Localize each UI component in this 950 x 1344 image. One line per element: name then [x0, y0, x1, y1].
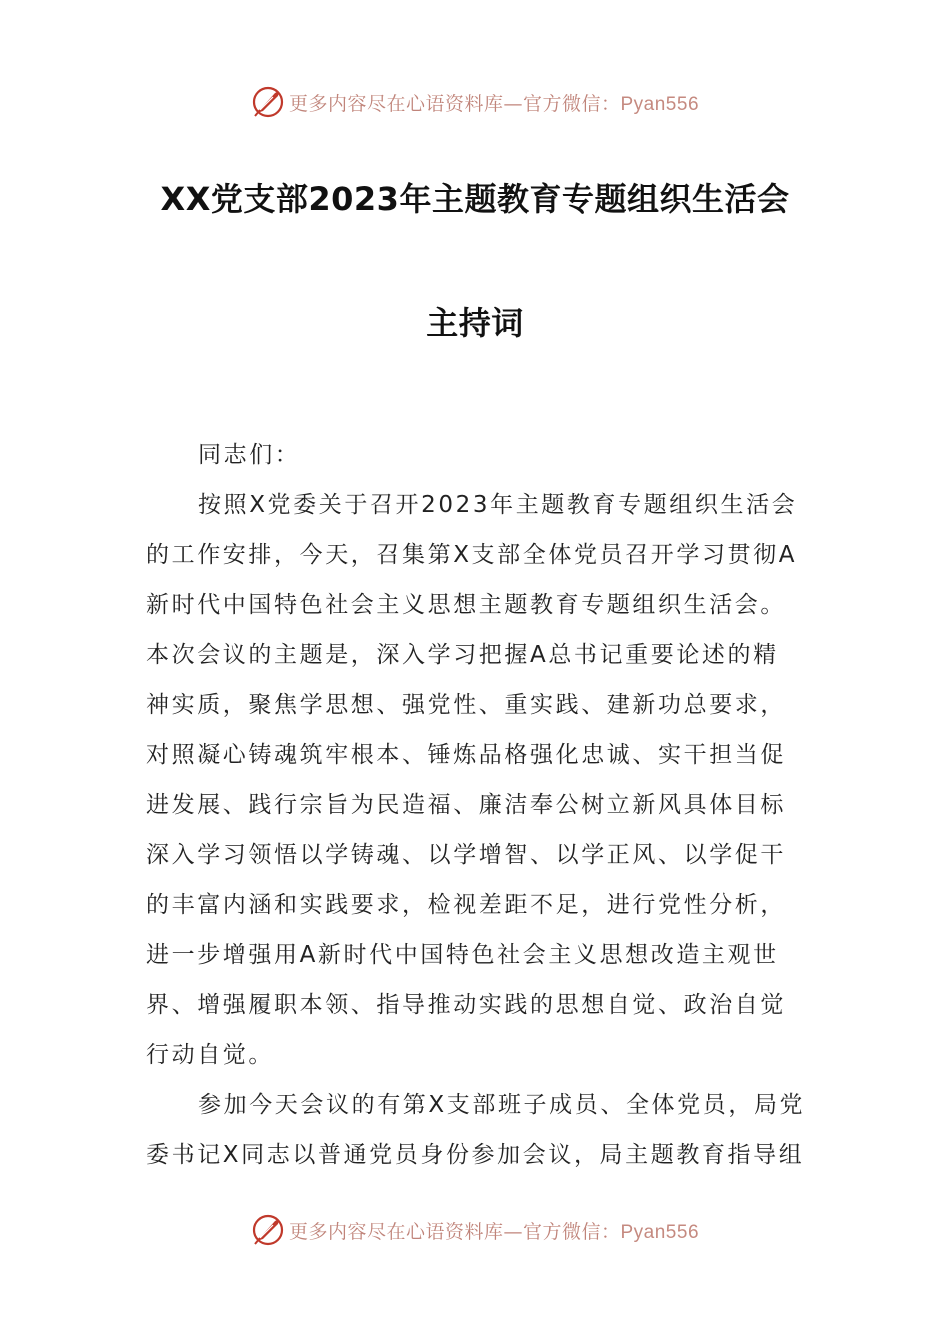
- body-line: 按照X党委关于召开2023年主题教育专题组织生活会: [198, 492, 798, 518]
- footer-banner-label: 更多内容尽在心语资料库—官方微信：: [288, 1220, 621, 1243]
- body-line: 委书记X同志以普通党员身份参加会议，局主题教育指导组: [146, 1142, 805, 1168]
- body-text: [146, 430, 806, 1180]
- body-line: 同志们：: [198, 442, 301, 468]
- page-subtitle: 主持词: [426, 304, 524, 342]
- quill-pen-logo-icon: [251, 85, 285, 119]
- body-line: 参加今天会议的有第X支部班子成员、全体党员，局党: [198, 1092, 806, 1118]
- header-banner-label: 更多内容尽在心语资料库—官方微信：: [288, 92, 621, 115]
- body-line: 的工作安排，今天，召集第X支部全体党员召开学习贯彻A: [146, 542, 798, 568]
- body-line: 进一步增强用A新时代中国特色社会主义思想改造主观世: [146, 942, 779, 968]
- body-line: 本次会议的主题是，深入学习把握A总书记重要论述的精: [146, 642, 779, 668]
- body-line: 行动自觉。: [146, 1042, 274, 1068]
- body-line: 进发展、践行宗旨为民造福、廉洁奉公树立新风具体目标: [146, 792, 786, 818]
- page-title: XX党支部2023年主题教育专题组织生活会: [160, 180, 790, 218]
- body-line: 的丰富内涵和实践要求，检视差距不足，进行党性分析，: [146, 892, 786, 918]
- body-line: 新时代中国特色社会主义思想主题教育专题组织生活会。: [146, 592, 786, 618]
- body-line: 界、增强履职本领、指导推动实践的思想自觉、政治自觉: [146, 992, 786, 1018]
- header-banner-text: [289, 89, 699, 116]
- footer-banner-text: [289, 1217, 699, 1244]
- footer-wechat-id: Pyan556: [620, 1221, 700, 1243]
- footer-banner: [0, 1208, 950, 1252]
- body-line: 对照凝心铸魂筑牢根本、锤炼品格强化忠诚、实干担当促: [146, 742, 786, 768]
- header-banner: [0, 80, 950, 124]
- body-line: 深入学习领悟以学铸魂、以学增智、以学正风、以学促干: [146, 842, 786, 868]
- quill-pen-logo-icon: [251, 1213, 285, 1247]
- header-wechat-id: Pyan556: [620, 93, 700, 115]
- body-line: 神实质，聚焦学思想、强党性、重实践、建新功总要求，: [146, 692, 786, 718]
